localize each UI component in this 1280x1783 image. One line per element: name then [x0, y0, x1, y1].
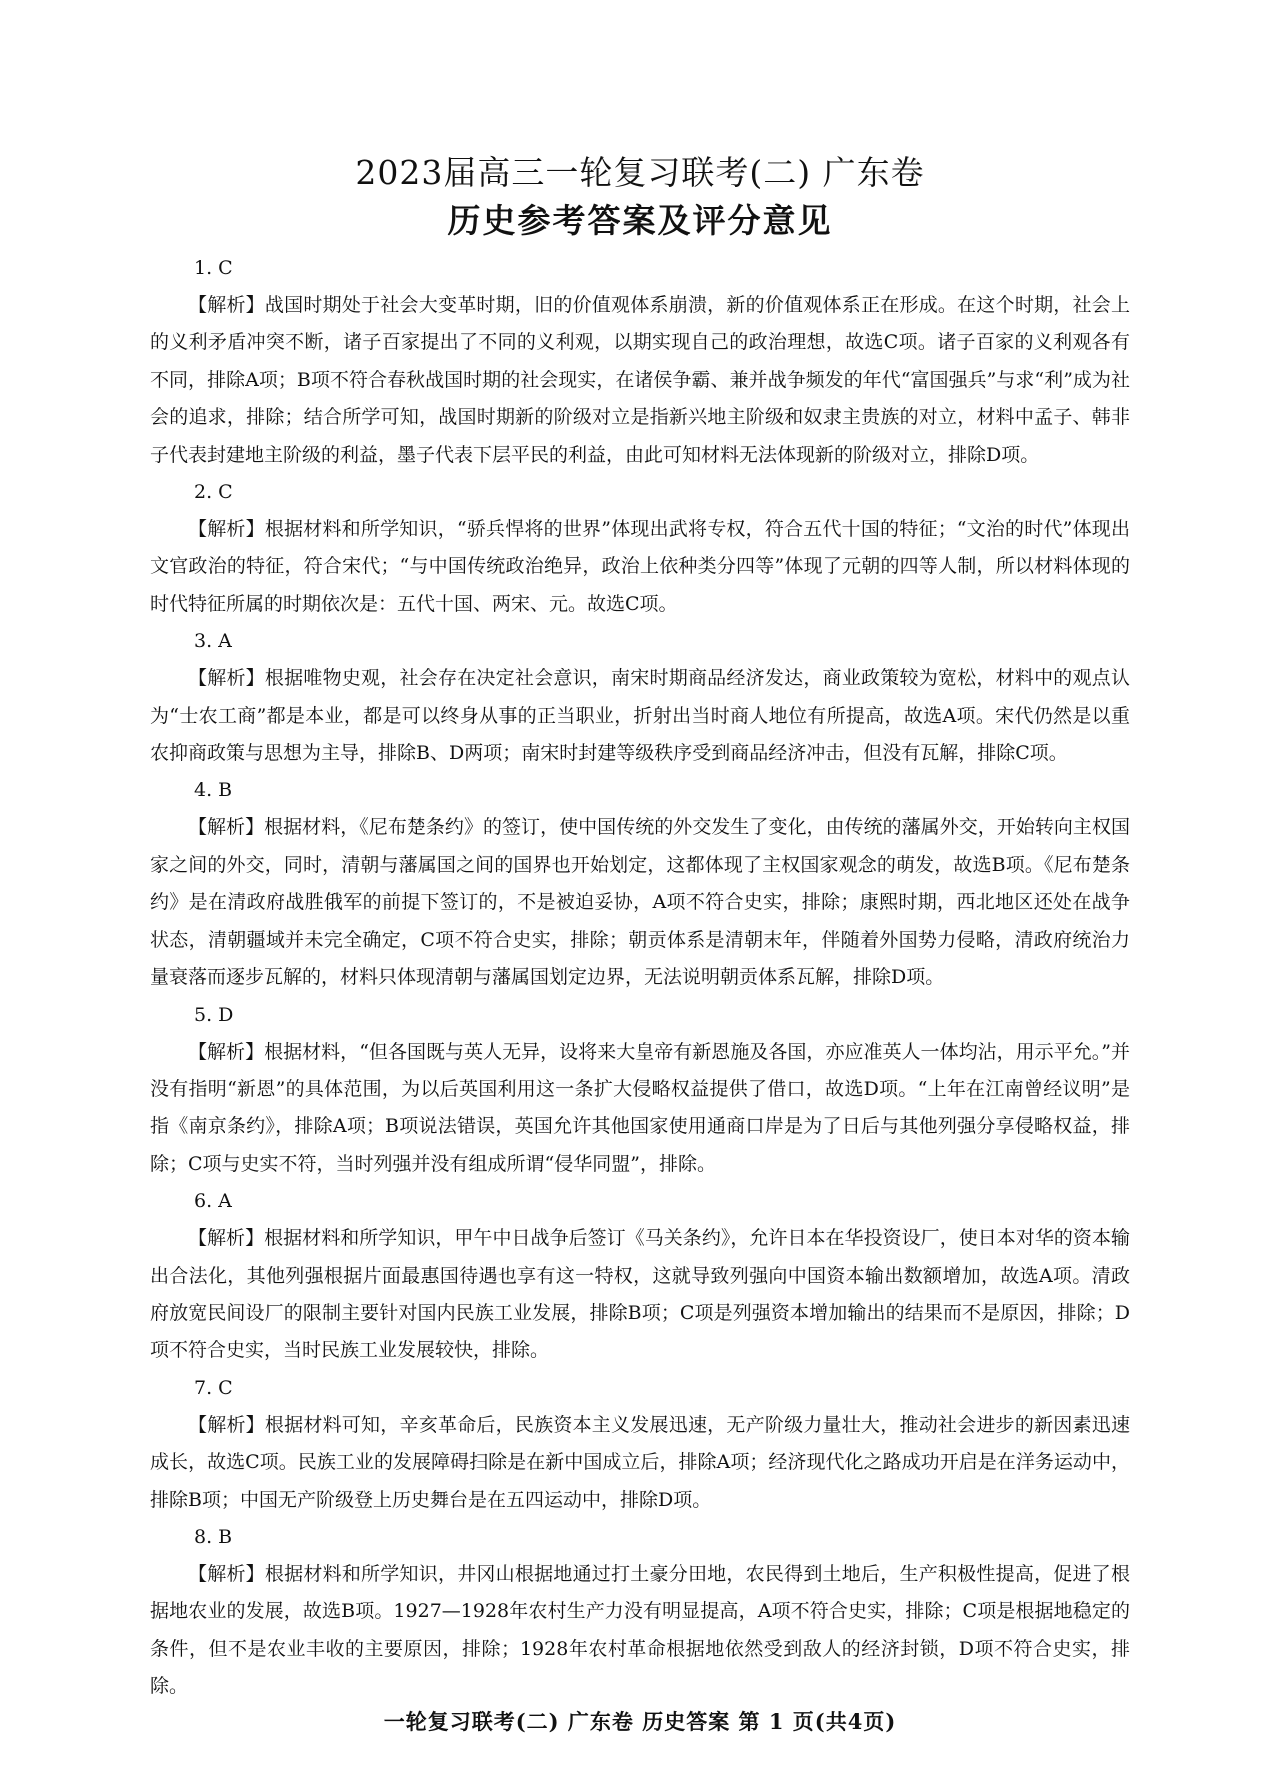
question-block-7 — [150, 1370, 1130, 1519]
analysis-paragraph: 【解析】根据材料和所学知识，甲午中日战争后签订《马关条约》，允许日本在华投资设厂，使日本对华的资本输出合法化，其他列强根据片面最惠国待遇也享有这一特权，这就导致列强向中国资本输出数额增加，故选A项。清政府放宽民间设厂的限制主要针对国内民族工业发展，排除B项；C项是列强资本增加输出的结果而不是原因，排除；D项不符合史实，当时民族工业发展较快，排除。 — [150, 1227, 1130, 1362]
answer-label: 1. C — [194, 257, 233, 279]
question-block-5 — [150, 997, 1130, 1184]
page-footer: 一轮复习联考(二) 广东卷 历史答案 第 1 页(共4页) — [383, 1709, 897, 1734]
question-block-3 — [150, 623, 1130, 772]
question-block-1 — [150, 250, 1130, 474]
answer-label: 2. C — [194, 481, 233, 504]
page-title: 2023届高三一轮复习联考(二) 广东卷 — [355, 153, 925, 192]
answer-label: 6. A — [194, 1190, 232, 1213]
answer-label: 3. A — [194, 630, 232, 653]
answer-label: 8. B — [194, 1525, 233, 1548]
question-block-2 — [150, 474, 1130, 623]
analysis-paragraph: 【解析】根据材料和所学知识，井冈山根据地通过打土豪分田地，农民得到土地后，生产积极性提高，促进了根据地农业的发展，故选B项。1927—1928年农村生产力没有明显提高，A项不符合史实，排除；C项是根据地稳定的条件，但不是农业丰收的主要原因，排除；1928年农村革命根据地依然受到敌人的经济封锁，D项不符合史实，排除。 — [150, 1562, 1130, 1698]
question-block-4 — [150, 772, 1130, 996]
question-block-6 — [150, 1183, 1130, 1370]
analysis-paragraph: 【解析】根据材料，“但各国既与英人无异，设将来大皇帝有新恩施及各国，亦应准英人一体均沾，用示平允。”并没有指明“新恩”的具体范围，为以后英国利用这一条扩大侵略权益提供了借口，故选D项。“上年在江南曾经议明”是指《南京条约》，排除A项；B项说法错误，英国允许其他国家使用通商口岸是为了日后与其他列强分享侵略权益，排除；C项与史实不符，当时列强并没有组成所谓“侵华同盟”，排除。 — [150, 1040, 1130, 1175]
page-subtitle: 历史参考答案及评分意见 — [447, 201, 833, 240]
analysis-paragraph: 【解析】根据材料和所学知识，“骄兵悍将的世界”体现出武将专权，符合五代十国的特征；“文治的时代”体现出文官政治的特征，符合宋代；“与中国传统政治绝异，政治上依种类分四等”体现了元朝的四等人制，所以材料体现的时代特征所属的时期依次是：五代十国、两宋、元。故选C项。 — [150, 518, 1130, 615]
answer-label: 4. B — [194, 779, 233, 802]
answer-label: 7. C — [194, 1376, 233, 1399]
question-block-8 — [150, 1519, 1130, 1706]
answer-label: 5. D — [194, 1003, 234, 1026]
analysis-paragraph: 【解析】战国时期处于社会大变革时期，旧的价值观体系崩溃，新的价值观体系正在形成。在这个时期，社会上的义利矛盾冲突不断，诸子百家提出了不同的义利观，以期实现自己的政治理想，故选C项。诸子百家的义利观各有不同，排除A项；B项不符合春秋战国时期的社会现实，在诸侯争霸、兼并战争频发的年代“富国强兵”与求“利”成为社会的追求，排除；结合所学可知，战国时期新的阶级对立是指新兴地主阶级和奴隶主贵族的对立，材料中孟子、韩非子代表封建地主阶级的利益，墨子代表下层平民的利益，由此可知材料无法体现新的阶级对立，排除D项。 — [150, 294, 1130, 466]
analysis-paragraph: 【解析】根据材料，《尼布楚条约》的签订，使中国传统的外交发生了变化，由传统的藩属外交，开始转向主权国家之间的外交，同时，清朝与藩属国之间的国界也开始划定，这都体现了主权国家观念的萌发，故选B项。《尼布楚条约》是在清政府战胜俄军的前提下签订的，不是被迫妥协，A项不符合史实，排除；康熙时期，西北地区还处在战争状态，清朝疆域并未完全确定，C项不符合史实，排除；朝贡体系是清朝末年，伴随着外国势力侵略，清政府统治力量衰落而逐步瓦解的，材料只体现清朝与藩属国划定边界，无法说明朝贡体系瓦解，排除D项。 — [150, 816, 1130, 989]
analysis-paragraph: 【解析】根据材料可知，辛亥革命后，民族资本主义发展迅速，无产阶级力量壮大，推动社会进步的新因素迅速成长，故选C项。民族工业的发展障碍扫除是在新中国成立后，排除A项；经济现代化之路成功开启是在洋务运动中，排除B项；中国无产阶级登上历史舞台是在五四运动中，排除D项。 — [150, 1413, 1130, 1511]
analysis-paragraph: 【解析】根据唯物史观，社会存在决定社会意识，南宋时期商品经济发达，商业政策较为宽松，材料中的观点认为“士农工商”都是本业，都是可以终身从事的正当职业，折射出当时商人地位有所提高，故选A项。宋代仍然是以重农抑商政策与思想为主导，排除B、D两项；南宋时封建等级秩序受到商品经济冲击，但没有瓦解，排除C项。 — [150, 667, 1130, 765]
